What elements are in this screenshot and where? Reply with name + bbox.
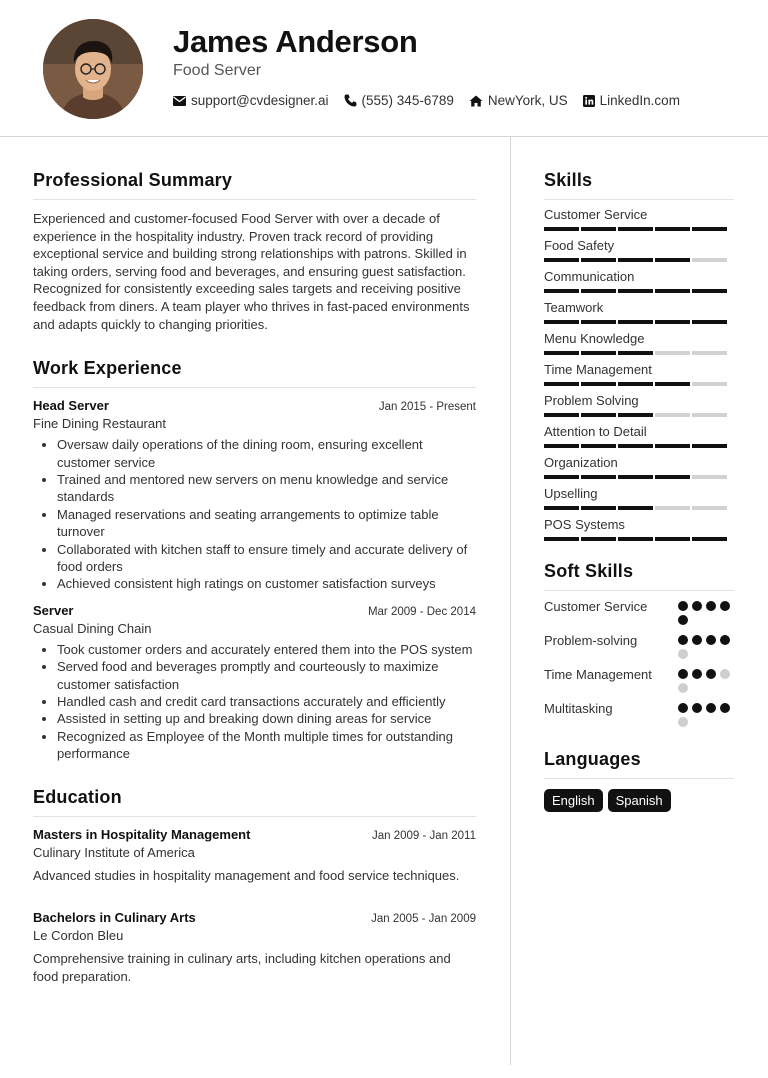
skill-item [544, 207, 734, 231]
summary-heading: Professional Summary [33, 170, 476, 200]
skill-level-segment [581, 537, 616, 541]
candidate-name: James Anderson [173, 24, 418, 59]
rating-dot [706, 669, 716, 679]
skill-level-segment [692, 320, 727, 324]
home-icon [469, 95, 483, 107]
skill-level-segment [618, 537, 653, 541]
avatar [43, 19, 143, 119]
skill-level-segment [544, 506, 579, 510]
skill-level-segment [544, 444, 579, 448]
rating-dot [720, 635, 730, 645]
education-date: Jan 2005 - Jan 2009 [371, 912, 476, 925]
job-bullets [33, 436, 476, 593]
soft-skill-item [544, 700, 734, 727]
contact-email-text: support@cvdesigner.ai [191, 93, 329, 108]
job-title: Food Server [173, 62, 262, 79]
skill-level-segment [655, 475, 690, 479]
experience-heading: Work Experience [33, 358, 476, 388]
education-degree: Masters in Hospitality Management [33, 826, 251, 842]
skill-name: Time Management [544, 362, 652, 377]
skill-level-segment [692, 351, 727, 355]
skill-level-segment [655, 258, 690, 262]
skill-level-bar [544, 382, 734, 386]
contact-location [469, 93, 568, 108]
skill-name: Organization [544, 455, 618, 470]
job-bullet: • Achieved consistent high ratings on customer satisfaction surveys [57, 575, 476, 592]
rating-dot [706, 601, 716, 611]
skill-level-segment [692, 227, 727, 231]
linkedin-icon [583, 95, 595, 107]
rating-dot [678, 683, 688, 693]
contact-bar [173, 93, 695, 108]
soft-skill-item [544, 666, 734, 693]
skill-level-segment [618, 227, 653, 231]
rating-dot [678, 703, 688, 713]
skill-level-segment [618, 475, 653, 479]
job-entry [33, 603, 476, 763]
skill-level-segment [655, 382, 690, 386]
contact-email[interactable] [173, 93, 329, 108]
job-bullet: • Oversaw daily operations of the dining room, ensuring excellent customer service [57, 436, 476, 471]
skill-level-segment [692, 444, 727, 448]
job-bullet: • Served food and beverages promptly and courteously to maximize customer satisfaction [57, 658, 476, 693]
education-school: Le Cordon Bleu [33, 927, 124, 943]
skill-level-segment [655, 320, 690, 324]
skill-level-bar [544, 506, 734, 510]
skill-level-segment [544, 351, 579, 355]
skill-name: Menu Knowledge [544, 331, 645, 346]
skill-item [544, 331, 734, 355]
education-degree: Bachelors in Culinary Arts [33, 909, 196, 925]
skill-level-segment [581, 320, 616, 324]
skill-item [544, 486, 734, 510]
rating-dot [720, 669, 730, 679]
contact-location-text: NewYork, US [487, 93, 568, 108]
rating-dot [720, 601, 730, 611]
skill-level-segment [692, 289, 727, 293]
skill-name: Attention to Detail [544, 424, 647, 439]
skill-level-bar [544, 475, 734, 479]
rating-dot [678, 717, 688, 727]
rating-dot [692, 703, 702, 713]
education-description: Advanced studies in hospitality management and food service techniques. [33, 867, 460, 883]
languages-heading: Languages [544, 749, 734, 779]
job-bullet: • Recognized as Employee of the Month multiple times for outstanding performance [57, 728, 476, 763]
skills-heading: Skills [544, 170, 734, 200]
skill-item [544, 362, 734, 386]
job-organization: Fine Dining Restaurant [33, 416, 166, 432]
skill-level-segment [618, 413, 653, 417]
skill-item [544, 238, 734, 262]
job-bullet: • Managed reservations and seating arrangements to optimize table turnover [57, 506, 476, 541]
skill-item [544, 455, 734, 479]
education-heading: Education [33, 787, 476, 817]
skill-name: Customer Service [544, 207, 648, 222]
skill-level-segment [618, 258, 653, 262]
contact-linkedin-text: LinkedIn.com [599, 93, 680, 108]
skill-level-bar [544, 537, 734, 541]
soft-skill-item [544, 598, 734, 625]
rating-dot [678, 649, 688, 659]
skill-item [544, 300, 734, 324]
soft-skill-item [544, 632, 734, 659]
skill-level-segment [581, 351, 616, 355]
skill-name: Teamwork [544, 300, 604, 315]
skill-level-segment [544, 289, 579, 293]
rating-dot [692, 601, 702, 611]
skill-level-segment [655, 289, 690, 293]
language-tag: Spanish [608, 789, 671, 812]
job-role: Server [33, 602, 74, 618]
soft-skill-name: Time Management [544, 667, 652, 682]
skill-level-segment [581, 475, 616, 479]
skill-level-segment [544, 258, 579, 262]
rating-dot [678, 601, 688, 611]
skill-level-bar [544, 227, 734, 231]
skill-level-bar [544, 351, 734, 355]
education-entry [33, 910, 476, 986]
contact-linkedin[interactable] [583, 93, 680, 108]
main-column [33, 170, 476, 986]
education-date: Jan 2009 - Jan 2011 [371, 829, 476, 842]
resume-header [0, 0, 768, 137]
job-date: Mar 2009 - Dec 2014 [367, 605, 476, 618]
skill-level-segment [618, 320, 653, 324]
skill-level-segment [655, 413, 690, 417]
soft-skill-rating [678, 632, 734, 659]
skill-level-segment [655, 444, 690, 448]
rating-dot [678, 635, 688, 645]
skill-level-segment [581, 506, 616, 510]
job-bullet: • Trained and mentored new servers on menu knowledge and service standards [57, 471, 476, 506]
skill-level-segment [655, 506, 690, 510]
soft-skill-rating [678, 666, 734, 693]
skill-level-bar [544, 258, 734, 262]
skill-level-bar [544, 320, 734, 324]
skill-item [544, 269, 734, 293]
skills-list [544, 207, 734, 541]
job-bullet: • Collaborated with kitchen staff to ensure timely and accurate delivery of food orders [57, 541, 476, 576]
job-organization: Casual Dining Chain [33, 620, 152, 636]
soft-skill-rating [678, 598, 734, 625]
skill-level-bar [544, 444, 734, 448]
job-entry [33, 398, 476, 593]
skill-level-segment [618, 444, 653, 448]
education-description: Comprehensive training in culinary arts, including kitchen operations and food preparation. [33, 950, 451, 984]
skill-name: Food Safety [544, 238, 615, 253]
skill-level-segment [618, 289, 653, 293]
rating-dot [692, 635, 702, 645]
rating-dot [678, 615, 688, 625]
language-tag: English [544, 789, 603, 812]
soft-skill-rating [678, 700, 734, 727]
side-column [544, 170, 734, 812]
soft-skills-list [544, 598, 734, 727]
phone-icon [344, 94, 357, 107]
skill-item [544, 393, 734, 417]
education-entry [33, 827, 476, 885]
skill-level-segment [581, 382, 616, 386]
soft-skills-heading: Soft Skills [544, 561, 734, 591]
profile-photo-icon [43, 19, 143, 119]
rating-dot [720, 703, 730, 713]
skill-level-segment [692, 382, 727, 386]
skill-name: POS Systems [544, 517, 625, 532]
skill-level-segment [692, 475, 727, 479]
contact-phone[interactable] [344, 93, 454, 108]
soft-skill-name: Customer Service [544, 599, 648, 614]
job-bullet: • Took customer orders and accurately entered them into the POS system [57, 641, 476, 658]
skill-level-segment [692, 506, 727, 510]
skill-level-segment [581, 258, 616, 262]
skill-level-segment [581, 227, 616, 231]
education-school: Culinary Institute of America [33, 844, 195, 860]
rating-dot [692, 669, 702, 679]
skill-level-segment [655, 351, 690, 355]
soft-skill-name: Problem-solving [544, 633, 638, 648]
skill-level-segment [544, 227, 579, 231]
rating-dot [706, 635, 716, 645]
job-bullet: • Assisted in setting up and breaking down dining areas for service [57, 710, 476, 727]
skill-level-segment [655, 227, 690, 231]
skill-name: Communication [544, 269, 635, 284]
skill-level-segment [544, 537, 579, 541]
skill-name: Problem Solving [544, 393, 639, 408]
skill-level-segment [692, 258, 727, 262]
contact-phone-text: (555) 345-6789 [361, 93, 454, 108]
column-divider [510, 137, 511, 1065]
job-bullet: • Handled cash and credit card transactions accurately and efficiently [57, 693, 476, 710]
skill-level-segment [618, 506, 653, 510]
rating-dot [706, 703, 716, 713]
rating-dot [678, 669, 688, 679]
soft-skill-name: Multitasking [544, 701, 613, 716]
skill-level-segment [692, 537, 727, 541]
skill-level-bar [544, 289, 734, 293]
skill-level-segment [544, 475, 579, 479]
skill-level-segment [581, 444, 616, 448]
skill-item [544, 517, 734, 541]
skill-item [544, 424, 734, 448]
job-role: Head Server [33, 398, 109, 414]
skill-level-segment [544, 413, 579, 417]
skill-level-segment [544, 320, 579, 324]
skill-level-segment [581, 289, 616, 293]
languages-list [544, 789, 734, 812]
job-date: Jan 2015 - Present [378, 401, 476, 414]
summary-text: Experienced and customer-focused Food Server with over a decade of experience in the hospitality industry. Proven track record of providing exceptional service and building strong relationships with patrons. Skilled in taking orders, serving food and beverages, and ensuring guest satisfaction. Recognized for consistently exceeding sales targets and receiving positive feedback from diners. A team player who thrives in fast-paced environments and adapts quickly to changing priorities. [33, 211, 470, 332]
skill-level-segment [618, 351, 653, 355]
skill-level-segment [544, 382, 579, 386]
skill-level-segment [581, 413, 616, 417]
envelope-icon [173, 96, 186, 106]
job-bullets [33, 641, 476, 763]
skill-level-segment [655, 537, 690, 541]
skill-name: Upselling [544, 486, 598, 501]
skill-level-segment [692, 413, 727, 417]
skill-level-bar [544, 413, 734, 417]
skill-level-segment [618, 382, 653, 386]
